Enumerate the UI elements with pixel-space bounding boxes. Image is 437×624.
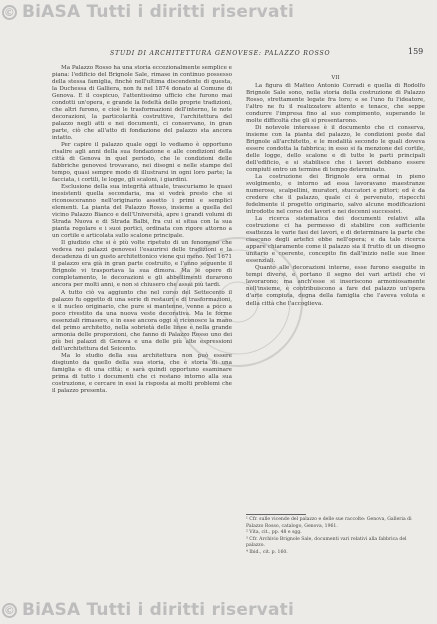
right-column	[246, 75, 425, 308]
copyright-icon: ©	[3, 5, 16, 19]
watermark-top-text: BiASA Tutti i diritti riservati	[22, 2, 294, 22]
left-paragraph: Per capire il palazzo quale oggi lo vediamo è opportuno risalire agli anni della sua fondazione e alle condizioni della città di Genova in quel periodo, che le condizioni delle fabbriche genovesi trovavano, nei disegni e nelle stampe del tempo, quasi sempre modo di illustrarsi in ogni loro parte; la facciata, i cortili, le logge, gli scaloni, i giardini.	[52, 142, 232, 184]
right-paragraph: Di notevole interesse è il documento che ci conserva, insieme con la pianta del palazzo, le condizioni poste dal Brignole all'architetto, e le modalità secondo le quali doveva essere condotta la fabbrica; in esso si fa menzione del cortile, delle logge, dello scalone e di tutte le parti principali dell'edificio, e si stabilisce che i lavori debbano essere compiuti entro un termine di tempo determinato.	[246, 125, 425, 174]
footnote: ³ Cfr. Archivio Brignole Sale, documenti vari relativi alla fabbrica del palazzo.	[246, 536, 407, 549]
watermark-bottom-text: BiASA Tutti i diritti riservati	[22, 600, 294, 620]
watermark-bottom	[0, 598, 437, 622]
footnotes	[246, 517, 425, 557]
footnote: ¹ Cfr. sulle vicende del palazzo e delle sue raccolte: Genova, Galleria di Palazzo Rosso, catalogo, Genova, 1961.	[246, 517, 412, 529]
running-head: STUDI DI ARCHITETTURA GENOVESE: PALAZZO ROSSO	[110, 50, 331, 57]
left-paragraph: Ma Palazzo Rosso ha una storia eccezionalmente semplice e piana: l'edificio del Brignole Sale, rimase in continuo possesso della stessa famiglia, finchè nell'ultima discendente di questa, la Duchessa di Galliera, non fu nel 1874 donato al Comune di Genova. E il cospicuo, l'attentissimo ufficio che furono mai condotti un'opera, e grande la fedeltà delle proprie tradizioni, che altri furono, e cioè le trasformazioni dell'interno, le note decorazioni, la particolarità costruttive, l'architettura del palazzo negli atti e nei documenti, ci conservano, in gran parte, ciò che all'atto di fondazione del palazzo sta ancora intatto.	[52, 65, 232, 142]
left-paragraph: Il giudizio che si è più volte ripetuto di un fenomeno che vedeva nei palazzi genovesi l'esaurirsi delle tradizioni e la decadenza di un gusto architettonico viene qui meno. Nel 1671 il palazzo era già in gran parte costruito, e l'anno seguente il Brignole vi trasportava la sua dimora. Ma le opere di completamento, le decorazioni e gli abbellimenti durarono ancora per molti anni, e non si chiusero che assai più tardi.	[52, 240, 232, 289]
left-paragraph: A tutto ciò va aggiunto che nel corso del Settecento il palazzo fu oggetto di una serie di restauri e di trasformazioni, e il nucleo originario, che pure si mantenne, venne a poco a poco rivestito da una nuova veste decorativa. Ma le forme essenziali rimasero, e in esse ancora oggi si riconosce la mano del primo architetto, nella sobrietà delle linee e nella grande armonia delle proporzioni, che fanno di Palazzo Rosso uno dei più bei palazzi di Genova e una delle più alte espressioni dell'architettura del Seicento.	[52, 289, 232, 352]
footnote: ² Vita, cit., pp. 48 e sgg.	[246, 530, 302, 536]
left-column	[52, 65, 232, 395]
footnote-rule	[246, 514, 306, 515]
right-paragraph: La costruzione dei Brignole era ormai in pieno svolgimento, e intorno ad essa lavoravano maestranze numerose, scalpellini, muratori, stuccatori e pittori; ed è da credere che il palazzo, quale ci è pervenuto, rispecchi fedelmente il progetto originario, salvo alcune modificazioni introdotte nel corso dei lavori e nei decenni successivi.	[246, 174, 425, 216]
right-paragraph: La figura di Matteo Antonio Corradi e quella di Rodolfo Brignole Sale sono, nella storia della costruzione di Palazzo Rosso, strettamente legate fra loro; e se l'uno fu l'ideatore, l'altro ne fu il realizzatore attento e tenace, che seppe condurre l'impresa fino al suo compimento, superando le molte difficoltà che gli si presentarono.	[246, 83, 425, 125]
left-paragraph: Ma lo studio della sua architettura non può essere disgiunto da quello della sua storia, che è storia di una famiglia e di una città; e sarà quindi opportuno esaminare prima di tutto i documenti che ci restano intorno alla sua costruzione, e cercare in essi la risposta ai molti problemi che il palazzo presenta.	[52, 352, 232, 394]
right-paragraph: La ricerca sistematica dei documenti relativi alla costruzione ci ha permesso di stabilire con sufficiente esattezza le varie fasi dei lavori, e di determinare la parte che ciascuno degli artefici ebbe nell'opera; e da tale ricerca appare chiaramente come il palazzo sia il frutto di un disegno unitario e coerente, concepito fin dall'inizio nelle sue linee essenziali.	[246, 216, 425, 265]
watermark-top	[0, 0, 437, 24]
footnote: ⁴ Ibid., cit. p. 160.	[246, 549, 288, 555]
copyright-icon: ©	[3, 603, 16, 617]
section-marker: VII	[331, 75, 340, 81]
left-paragraph: Esclusione della sua integrità attuale, trascuriamo le quasi inesistenti quella secondaria, ma si vedrà presto che si riconosceranno nell'originario assetto i primi e semplici elementi. La pianta del Palazzo Rosso, insieme a quella del vicino Palazzo Bianco e dell'Università, apre i grandi volumi di Strada Nuova e di Strada Balbi, fra cui si situa con la sua pianta regolare e i suoi portici, ordinata con rigore attorno a un cortile e articolata sullo scalone principale.	[52, 184, 232, 240]
page-number: 159	[408, 47, 424, 56]
right-paragraph: Quanto alle decorazioni interne, esse furono eseguite in tempi diversi, e portano il segno dei vari artisti che vi lavorarono; ma anch'esse si inseriscono armoniosamente nell'insieme, e contribuiscono a fare del palazzo un'opera d'arte compiuta, degna della famiglia che l'aveva voluta e della città che l'accoglieva.	[246, 265, 425, 307]
